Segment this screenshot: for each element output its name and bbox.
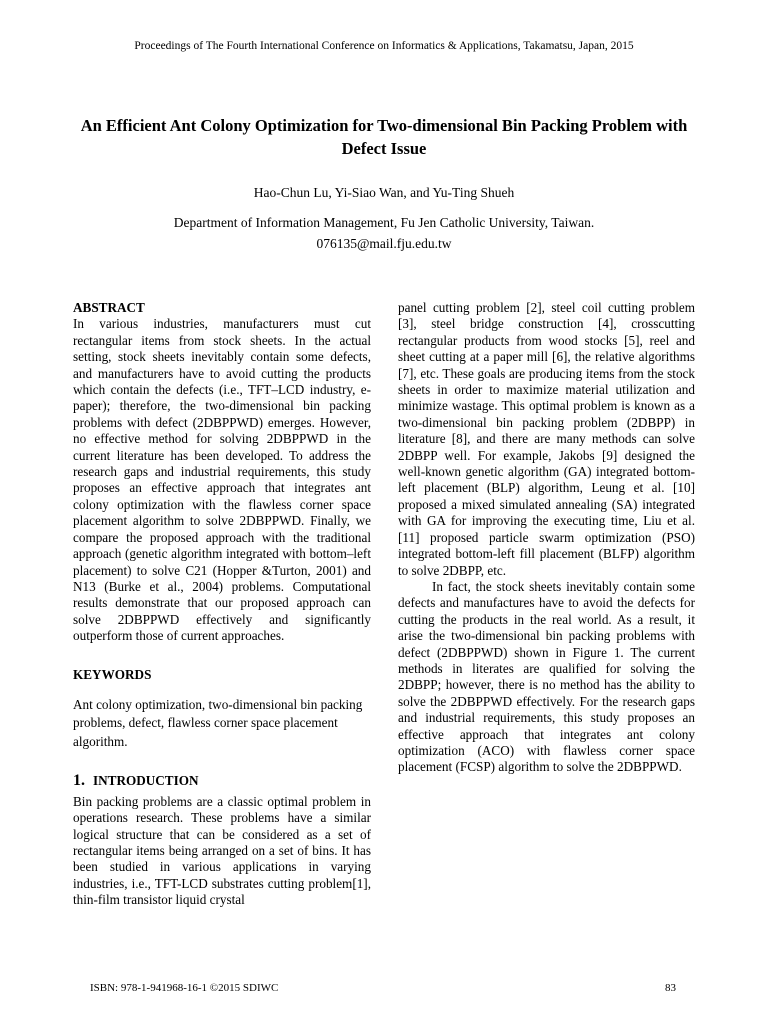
abstract-text: In various industries, manufacturers must cut rectangular items from stock sheets. In the actual setting, stock sheets inevitably contain some defects, and manufacturers have to avoid cutting the products which contain the defects (i.e., TFT–LCD industry, e-paper); therefore, the two-dimensional bin packing problems with defect (2DBPPWD) emerges. However, no effective method for solving 2DBPPWD in the current literature has been developed. To address the research gaps and industrial requirements, this study proposes an effective approach that integrates ant colony optimization with the flawless corner space placement algorithm to solve 2DBPPWD. Finally, we compare the proposed approach with the traditional approach (genetic algorithm integrated with bottom–left placement) to solve C21 (Hopper &Turton, 2001) and N13 (Burke et al., 2004) problems. Computational results demonstrate that our proposed approach can solve 2DBPPWD effectively and significantly outperform those of current approaches. bbox=[73, 316, 371, 644]
keywords-heading: KEYWORDS bbox=[73, 666, 152, 682]
section-number: 1. bbox=[73, 772, 85, 790]
section-title: INTRODUCTION bbox=[93, 773, 199, 789]
affiliation-block bbox=[0, 212, 768, 254]
introduction-paragraph-1-part-1: Bin packing problems are a classic optimal problem in operations research. These problems have a similar logical structure that can be considered as a set of rectangular items being arranged on a set of bins. It has been studied in various applications in varying industries, i.e., TFT-LCD substrates cutting problem[1], thin-film transistor liquid crystal bbox=[73, 793, 371, 908]
paper-title: An Efficient Ant Colony Optimization for Two-dimensional Bin Packing Problem with Defect Issue bbox=[80, 116, 688, 158]
abstract-heading: ABSTRACT bbox=[73, 300, 145, 315]
footer-isbn: ISBN: 978-1-941968-16-1 ©2015 SDIWC bbox=[90, 982, 279, 994]
affiliation: Department of Information Management, Fu Jen Catholic University, Taiwan. bbox=[173, 215, 595, 230]
right-column bbox=[398, 300, 695, 776]
introduction-paragraph-2: In fact, the stock sheets inevitably contain some defects and manufactures have to avoid the defects for cutting the products in the real world. As a result, it arise the two-dimensional bin packing problems with defect (2DBPPWD) shown in Figure 1. The current methods in literates are qualified for solving the 2DBPP; however, there is no method has the ability to solve the 2DBPPWD effectively. For the research gaps and industrial requirements, this study proposes an effective approach that integrates ant colony optimization (ACO) with flawless corner space placement (FCSP) algorithm to solve the 2DBPPWD. bbox=[398, 578, 695, 775]
authors: Hao-Chun Lu, Yi-Siao Wan, and Yu-Ting Shueh bbox=[253, 185, 515, 200]
left-column bbox=[73, 300, 371, 909]
page-number: 83 bbox=[665, 982, 676, 994]
keywords-text: Ant colony optimization, two-dimensional bin packing problems, defect, flawless corner space placement algorithm. bbox=[73, 696, 363, 749]
email[interactable]: 076135@mail.fju.edu.tw bbox=[316, 236, 452, 251]
introduction-paragraph-1-part-2: panel cutting problem [2], steel coil cutting problem [3], steel bridge construction [4], crosscutting rectangular products from wood stocks [5], reel and sheet cutting at a paper mill [6], the relative algorithms [7], etc. These goals are producing items from the stock sheets in order to maximize material utilization and minimize wastage. This optimal problem is known as a two-dimensional bin packing problem (2DBPP) in literature [8], and there are many methods can solve 2DBPP well. For example, Jakobs [9] designed the well-known genetic algorithm (GA) integrated bottom-left placement (BLP) algorithm, Leung et al. [10] proposed a mixed simulated annealing (SA) integrated with GA for improving the executing time, Liu et al. [11] proposed particle swarm optimization (PSO) integrated bottom-left fill placement (BLFP) algorithm to solve 2DBPP, etc. bbox=[398, 300, 695, 578]
introduction-heading bbox=[73, 773, 371, 789]
running-header: Proceedings of The Fourth International Conference on Informatics & Applications, Takamatsu, Japan, 2015 bbox=[134, 40, 634, 52]
